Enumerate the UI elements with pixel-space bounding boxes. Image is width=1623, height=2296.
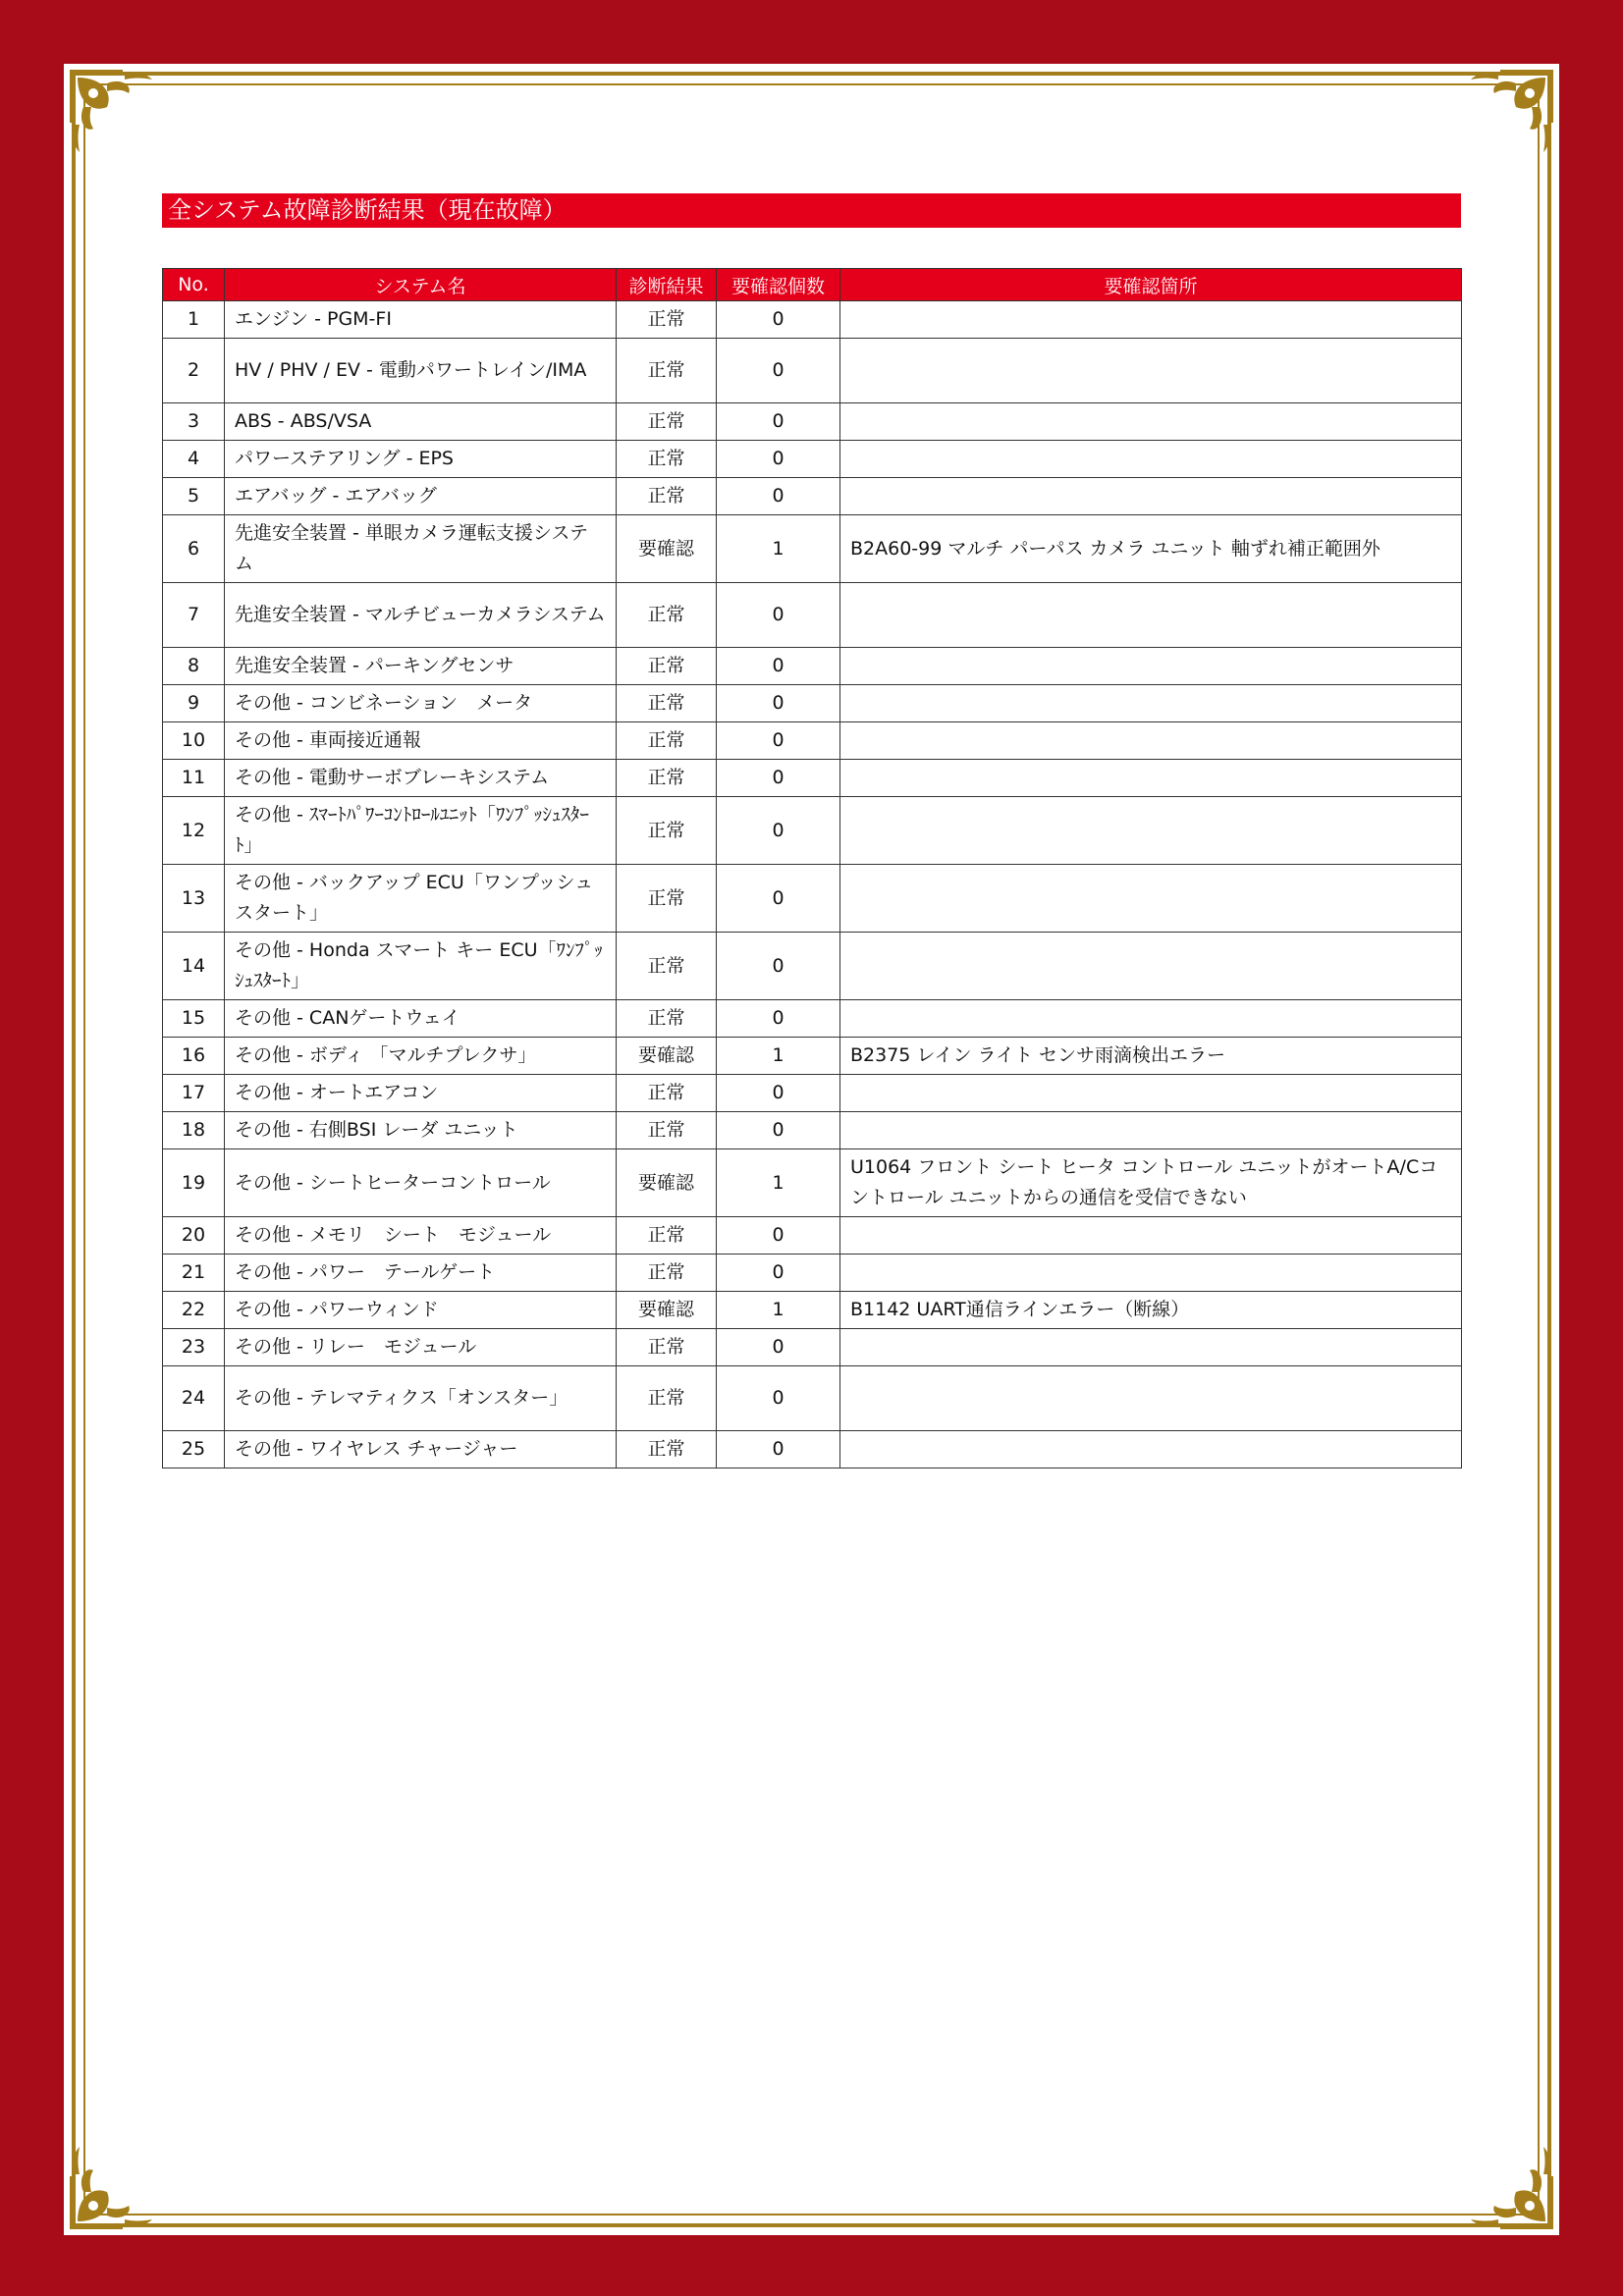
row-location [840,648,1462,685]
row-no: 7 [163,583,225,648]
table-row [163,797,1462,865]
row-location [840,760,1462,797]
row-no: 14 [163,933,225,1000]
table-row [163,648,1462,685]
row-result: 正常 [617,648,717,685]
row-no: 2 [163,339,225,403]
row-result: 正常 [617,583,717,648]
row-location [840,1431,1462,1468]
table-row [163,1149,1462,1217]
table-row [163,1255,1462,1292]
row-result: 正常 [617,933,717,1000]
row-result: 正常 [617,1329,717,1366]
row-system: エンジン - PGM-FI [225,301,617,339]
report-page [64,64,1559,2235]
table-row [163,339,1462,403]
table-header-row [163,269,1462,301]
row-result: 要確認 [617,1292,717,1329]
row-location [840,403,1462,441]
row-count: 0 [717,478,840,515]
row-count: 0 [717,1000,840,1038]
table-row [163,1217,1462,1255]
table-row [163,1038,1462,1075]
row-result: 要確認 [617,515,717,583]
row-no: 17 [163,1075,225,1112]
row-system: 先進安全装置 - 単眼カメラ運転支援システム [225,515,617,583]
row-location [840,1217,1462,1255]
table-row [163,515,1462,583]
row-count: 0 [717,403,840,441]
row-location [840,797,1462,865]
section-title: 全システム故障診断結果（現在故障） [162,193,1461,228]
row-count: 0 [717,441,840,478]
table-row [163,1329,1462,1366]
row-count: 1 [717,1038,840,1075]
table-row [163,441,1462,478]
row-result: 要確認 [617,1149,717,1217]
row-no: 22 [163,1292,225,1329]
row-location [840,1075,1462,1112]
row-count: 0 [717,1255,840,1292]
row-no: 6 [163,515,225,583]
table-row [163,1000,1462,1038]
row-system: ABS - ABS/VSA [225,403,617,441]
row-result: 正常 [617,1000,717,1038]
row-no: 24 [163,1366,225,1431]
row-system: その他 - テレマティクス「オンスター」 [225,1366,617,1431]
row-count: 0 [717,865,840,933]
row-no: 9 [163,685,225,722]
row-count: 0 [717,1217,840,1255]
row-no: 11 [163,760,225,797]
row-count: 1 [717,1292,840,1329]
row-count: 0 [717,1329,840,1366]
ornament-corner-icon [1461,64,1559,162]
row-result: 正常 [617,1075,717,1112]
row-result: 正常 [617,1255,717,1292]
table-row [163,1292,1462,1329]
row-location: B2375 レイン ライト センサ雨滴検出エラー [840,1038,1462,1075]
table-row [163,722,1462,760]
row-result: 正常 [617,865,717,933]
row-location [840,1112,1462,1149]
row-location [840,1255,1462,1292]
row-no: 8 [163,648,225,685]
row-count: 0 [717,339,840,403]
row-system: その他 - 電動サーボブレーキシステム [225,760,617,797]
row-location [840,933,1462,1000]
row-no: 18 [163,1112,225,1149]
row-count: 0 [717,933,840,1000]
row-location [840,441,1462,478]
row-location [840,865,1462,933]
row-result: 正常 [617,797,717,865]
row-location: B1142 UART通信ラインエラー（断線） [840,1292,1462,1329]
table-row [163,760,1462,797]
row-system: その他 - コンビネーション メータ [225,685,617,722]
row-system: その他 - CANゲートウェイ [225,1000,617,1038]
row-count: 0 [717,760,840,797]
row-no: 20 [163,1217,225,1255]
row-result: 正常 [617,441,717,478]
row-system: その他 - オートエアコン [225,1075,617,1112]
row-result: 正常 [617,403,717,441]
row-system: 先進安全装置 - パーキングセンサ [225,648,617,685]
row-location [840,478,1462,515]
header-no: No. [163,269,225,301]
table-row [163,1075,1462,1112]
row-count: 1 [717,515,840,583]
table-row [163,1112,1462,1149]
row-location [840,1000,1462,1038]
row-location: B2A60-99 マルチ パーパス カメラ ユニット 軸ずれ補正範囲外 [840,515,1462,583]
table-row [163,1431,1462,1468]
row-no: 16 [163,1038,225,1075]
row-system: その他 - 車両接近通報 [225,722,617,760]
row-no: 10 [163,722,225,760]
row-result: 正常 [617,478,717,515]
row-system: その他 - ボディ 「マルチプレクサ」 [225,1038,617,1075]
row-result: 正常 [617,1431,717,1468]
row-no: 23 [163,1329,225,1366]
row-result: 正常 [617,685,717,722]
table-row [163,301,1462,339]
table-row [163,685,1462,722]
row-result: 要確認 [617,1038,717,1075]
header-count: 要確認個数 [717,269,840,301]
table-row [163,583,1462,648]
row-count: 0 [717,648,840,685]
row-count: 0 [717,1431,840,1468]
row-location [840,583,1462,648]
row-count: 0 [717,1366,840,1431]
row-count: 0 [717,1075,840,1112]
ornament-corner-icon [1461,2137,1559,2235]
row-system: パワーステアリング - EPS [225,441,617,478]
row-no: 1 [163,301,225,339]
row-location [840,1329,1462,1366]
row-system: 先進安全装置 - マルチビューカメラシステム [225,583,617,648]
row-count: 0 [717,1112,840,1149]
row-result: 正常 [617,722,717,760]
row-result: 正常 [617,760,717,797]
row-count: 0 [717,685,840,722]
row-no: 3 [163,403,225,441]
table-row [163,865,1462,933]
row-no: 25 [163,1431,225,1468]
row-system: その他 - バックアップ ECU「ワンプッシュスタート」 [225,865,617,933]
row-count: 0 [717,722,840,760]
row-system: その他 - ｽﾏｰﾄﾊﾟﾜｰｺﾝﾄﾛｰﾙﾕﾆｯﾄ「ﾜﾝﾌﾟｯｼｭｽﾀｰﾄ」 [225,797,617,865]
row-no: 19 [163,1149,225,1217]
row-result: 正常 [617,1112,717,1149]
table-row [163,1366,1462,1431]
row-location [840,339,1462,403]
row-system: その他 - シートヒーターコントロール [225,1149,617,1217]
row-result: 正常 [617,1366,717,1431]
row-system: その他 - メモリ シート モジュール [225,1217,617,1255]
row-count: 1 [717,1149,840,1217]
row-system: その他 - リレー モジュール [225,1329,617,1366]
row-location: U1064 フロント シート ヒータ コントロール ユニットがオートA/Cコントロール ユニットからの通信を受信できない [840,1149,1462,1217]
row-no: 5 [163,478,225,515]
row-system: その他 - 右側BSI レーダ ユニット [225,1112,617,1149]
row-system: その他 - パワーウィンド [225,1292,617,1329]
table-row [163,933,1462,1000]
header-system: システム名 [225,269,617,301]
row-location [840,301,1462,339]
table-row [163,478,1462,515]
row-location [840,1366,1462,1431]
row-location [840,685,1462,722]
row-count: 0 [717,797,840,865]
row-no: 21 [163,1255,225,1292]
row-no: 4 [163,441,225,478]
row-system: エアバッグ - エアバッグ [225,478,617,515]
header-location: 要確認箇所 [840,269,1462,301]
row-count: 0 [717,301,840,339]
row-location [840,722,1462,760]
row-result: 正常 [617,1217,717,1255]
row-system: その他 - ワイヤレス チャージャー [225,1431,617,1468]
ornament-corner-icon [64,2137,162,2235]
ornament-corner-icon [64,64,162,162]
row-result: 正常 [617,339,717,403]
table-row [163,403,1462,441]
row-no: 13 [163,865,225,933]
row-no: 15 [163,1000,225,1038]
row-system: HV / PHV / EV - 電動パワートレイン/IMA [225,339,617,403]
row-system: その他 - パワー テールゲート [225,1255,617,1292]
row-system: その他 - Honda スマート キー ECU「ﾜﾝﾌﾟｯｼｭｽﾀｰﾄ」 [225,933,617,1000]
diagnosis-table [162,268,1462,1468]
row-no: 12 [163,797,225,865]
row-result: 正常 [617,301,717,339]
header-result: 診断結果 [617,269,717,301]
row-count: 0 [717,583,840,648]
